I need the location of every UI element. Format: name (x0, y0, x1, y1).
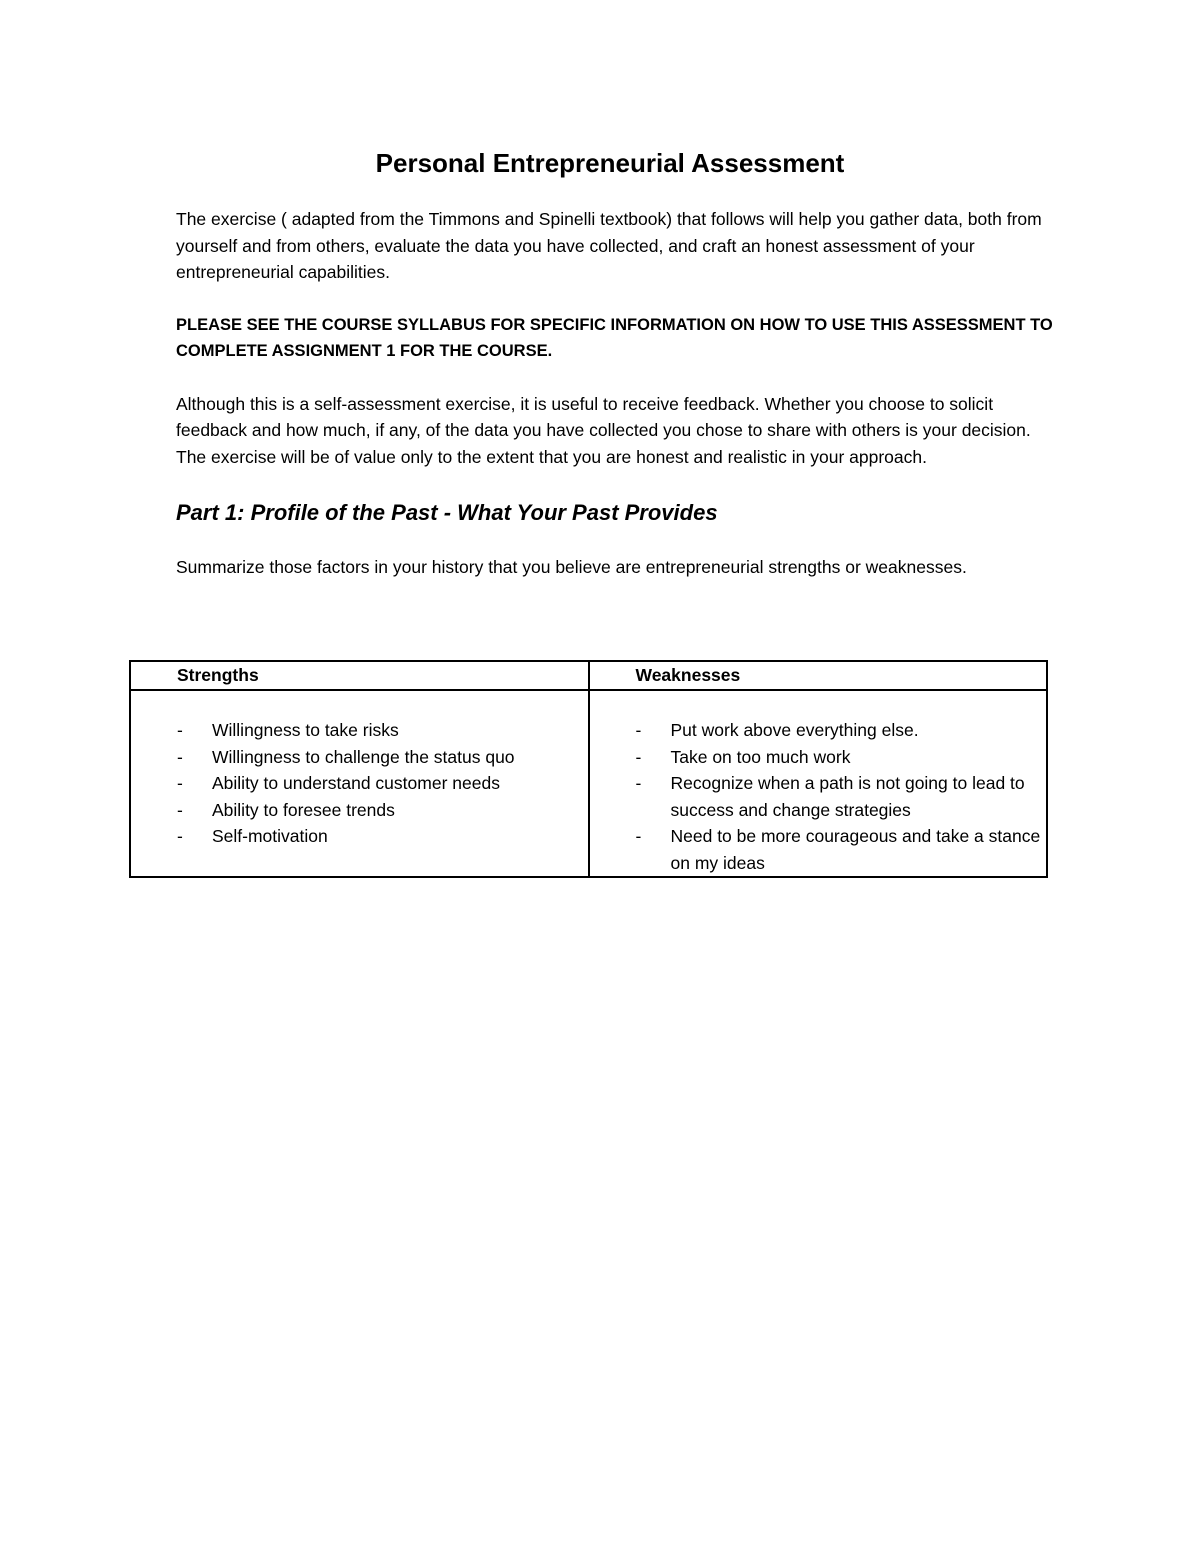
list-item (177, 717, 588, 744)
strengths-cell (130, 690, 589, 877)
page-title: Personal Entrepreneurial Assessment (375, 148, 845, 178)
list-item-text: Recognize when a path is not going to lead to success and change strategies (670, 773, 1025, 820)
list-item-text: Ability to foresee trends (212, 799, 395, 820)
part1-heading: Part 1: Profile of the Past - What Your Past Provides (176, 500, 718, 525)
list-item-text: Put work above everything else. (670, 720, 919, 740)
dash-bullet: - (177, 773, 183, 793)
strengths-weaknesses-table (129, 660, 1048, 878)
intro-paragraph: The exercise ( adapted from the Timmons and Spinelli textbook) that follows will help you gather data, both from yourself and from others, evaluate the data you have collected, and craft an honest assessment of your entrepreneurial capabilities. (176, 209, 1042, 282)
list-item (177, 797, 588, 824)
strengths-list (177, 717, 588, 850)
list-item-text: Ability to understand customer needs (212, 773, 500, 793)
list-item (636, 717, 1047, 744)
list-item-text: Willingness to take risks (212, 720, 399, 740)
list-item (636, 744, 1047, 771)
part1-instruction: Summarize those factors in your history that you believe are entrepreneurial strengths or weaknesses. (176, 557, 967, 577)
feedback-paragraph: Although this is a self-assessment exercise, it is useful to receive feedback. Whether you choose to solicit feedback and how much, if any, of the data you have collected you chose to share with others is your decision. The exercise will be of value only to the extent that you are honest and realistic in your approach. (176, 393, 1031, 467)
weaknesses-header: Weaknesses (589, 661, 1048, 690)
list-item (636, 823, 1047, 876)
document-body (176, 146, 1056, 581)
dash-bullet: - (635, 773, 642, 793)
dash-bullet: - (177, 826, 183, 846)
dash-bullet: - (177, 720, 183, 740)
list-item-text: Self-motivation (212, 826, 328, 846)
list-item (177, 744, 588, 771)
list-item (177, 770, 588, 797)
dash-bullet: - (177, 799, 183, 820)
dash-bullet: - (635, 746, 642, 767)
dash-bullet: - (635, 720, 642, 740)
list-item (636, 770, 1047, 823)
dash-bullet: - (635, 826, 642, 846)
syllabus-notice: PLEASE SEE THE COURSE SYLLABUS FOR SPECIFIC INFORMATION ON HOW TO USE THIS ASSESSMENT TO COMPLETE ASSIGNMENT 1 FOR THE COURSE. (176, 315, 1053, 360)
weaknesses-list (636, 717, 1047, 876)
strengths-header: Strengths (130, 661, 589, 690)
list-item-text: Willingness to challenge the status quo (212, 746, 515, 767)
dash-bullet: - (177, 746, 183, 767)
list-item-text: Need to be more courageous and take a stance on my ideas (670, 826, 1041, 873)
list-item (177, 823, 588, 850)
weaknesses-cell (589, 690, 1048, 877)
list-item-text: Take on too much work (670, 746, 851, 767)
table-body-row (130, 690, 1047, 877)
table-header-row (130, 661, 1047, 690)
